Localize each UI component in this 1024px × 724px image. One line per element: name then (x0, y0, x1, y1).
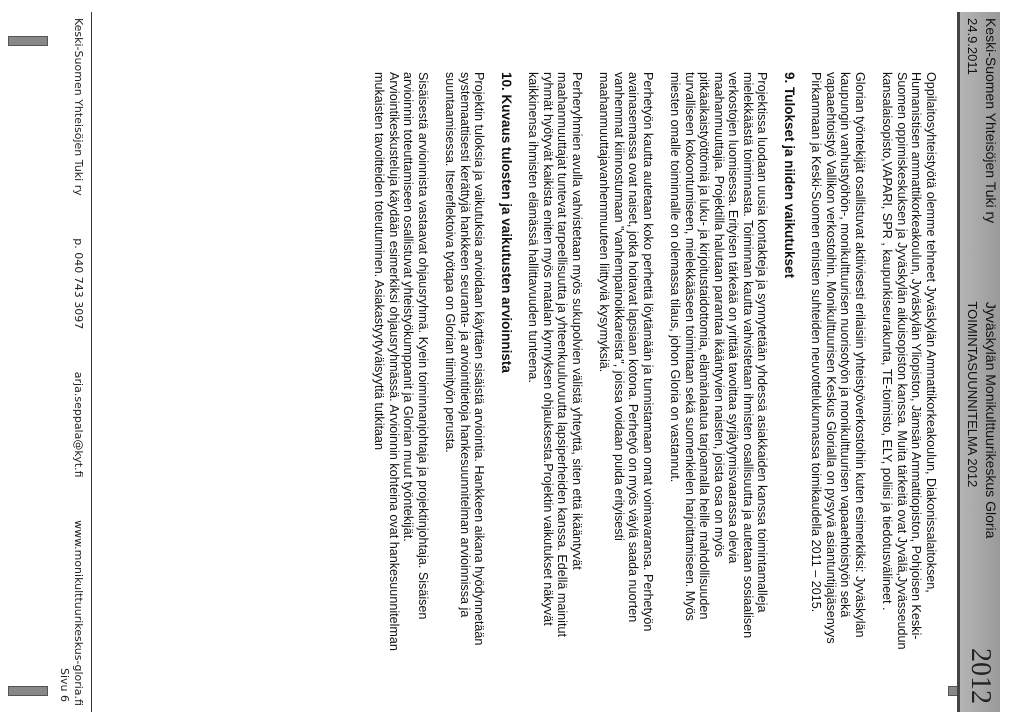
page-header (957, 12, 1000, 712)
section-heading-9: 9. Tulokset ja niiden vaikutukset (782, 72, 797, 279)
header-line-2 (965, 18, 980, 487)
page-footer (58, 12, 92, 712)
footer-organization: Keski-Suomen Yhteisöjen Tuki ry (72, 18, 85, 196)
paragraph-internal-evaluation: Sisäisestä arvioinnista vastaavat ohjausryhmä. Kyein toiminnanjohtaja ja projektinjohtaja. Sisäisen arvioinnin toteuttamiseen osallistuvat yhteistyökumppanit ja Glorian muut työntekijät. Arviointikeskusteluja käydään esimerkiksi ohjausryhmässä. Arvioinnin kohteina ovat hankesuunnitelman mukaisten tavoitteiden toteutuminen. Asiakastyytyväisyyttä tutkitaan (372, 72, 430, 651)
footer-row (72, 12, 91, 712)
paragraph-networks: Glorian työntekijät osallistuvat aktiivisesti erilaisiin yhteistyöverkostoihin kuten esimerkiksi: Jyväskylän kaupungin vanhustyöhön-, monikulttuurisen nuorisotyön ja monikulttuurisen vapaaehtoistyön sekä vapaaehtoistyö Vallikon verkostoihin. Monikulttuurisen Keskus Glorialla on pysyvä asiantuntijajäsenyys Pirkanmaan ja Keski-Suomen etnisten suhteiden neuvottelukunnassa toimikaudella 2011 – 2015. (809, 72, 867, 644)
header-date: 24.9.2011 (965, 18, 980, 75)
paragraph-family-groups: Perheryhmien avulla vahvistetaan myös sukupolvien välistä yhteyttä, siten että ikääntyvät maahanmuuttajat tuntevat tarpeellisuutta ja yhteenkuuluvuutta lapsiperheiden kanssa. Edellä mainitut ryhmät hyötyvät kaikista eniten myös matalan kynnyksen ohjauksesta.Projektin vaikutukset näkyvät kaikkinensa ihmisten elämässä hallittavuuden tunteena. (526, 72, 584, 637)
paragraph-family-work: Perhetyön kautta autetaan koko perhettä löytämään ja tunnistamaan omat voimavaransa. Perhetyön avainasemassa ovat naiset, jotka hoitavat lapsiaan kotona. Perhetyö on myös väylä saada nuorten vanhemmat kiinnostumaan "vanhempainoikkareista", joissa voidaan puida erityisesti maahanmuuttajavanhemmuuteen liittyviä kysymyksiä. (597, 72, 655, 632)
section-heading-10: 10. Kuvaus tulosten ja vaikutusten arvioinnista (499, 72, 514, 373)
paragraph-evaluation: Projektin tuloksia ja vaikutuksia arvioidaan käyttäen sisäistä arviointia. Hankkeen aikana hyödynnetään systemaattisesti kerättyjä hankkeen seuranta- ja arviointitietoja hankesuunnitelman arvioinnissa ja suuntaamisessa. Itsereflektoiva työtapa on Glorian tiimityön perusta. (443, 72, 487, 646)
paragraph-partners: Oppilaitosyhteistyötä olemme tehneet Jyväskylän Ammattikorkeakoulun, Diakonissalaitoksen, Humanistisen ammattikorkeakoulun, Jyväskylän Yliopiston, Jämsän Ammattiopiston, Pohjoisen Keski-Suomen oppimiskeskuksen ja Jyväskylän aikuisopiston kanssa. Muita tärkeitä ovat Jyvälä,Jyvässeudun kansalaisopisto,VAPARI, SPR , kaupunkiseurakunta, TE-toimisto, ELY, poliisi ja tiedotusvälineet . (880, 72, 938, 650)
footer-website: www.monikulttuurikeskus-gloria.fi (72, 520, 85, 706)
header-doc-title: TOIMINTASUUNNITELMA 2012 (965, 301, 980, 488)
paragraph-results: Projektissa luodaan uusia kontakteja ja synnytetään yhdessä asiakkaiden kanssa toimintamalleja mielekkäästä toiminnasta. Toiminnan kautta vahvistetaan ihmisten osallisuutta ja autetaan sosiaalisen verkostojen luomisessa. Erityisen tärkeää on yrittää tavoittaa syrjäytymisvaarassa olevia maahanmuuttajia. Projektilla halutaan parantaa ikääntyvien naisten, joista osa on myös pitkäaikaistyöttömiä ja luku- ja kirjoitustaidottomia, elämänlaatua tarjoamalla heille mahdollisuuden turvalliseen kokoontumiseen, mielekkääseen toimintaan sekä suomenkielen harjoittamiseen. Myös miesten omalle toiminnalle on olemassa tilaus, johon Gloria on vastannut. (668, 72, 770, 639)
scan-mark-bottom-left (8, 686, 48, 696)
document-page (52, 12, 1000, 712)
header-line-1 (983, 18, 999, 538)
header-year: 2012 (965, 648, 996, 704)
page-number: Sivu 6 (58, 667, 71, 702)
page-content (359, 72, 938, 652)
footer-phone: p. 040 743 3097 (72, 238, 85, 330)
footer-email: arja.seppala@kyt.fi (72, 371, 85, 478)
scan-mark-top-left (8, 36, 48, 46)
header-organization: Keski-Suomen Yhteisöjen Tuki ry (983, 18, 999, 224)
header-project: Jyväskylän Monikulttuurikeskus Gloria (983, 301, 999, 539)
